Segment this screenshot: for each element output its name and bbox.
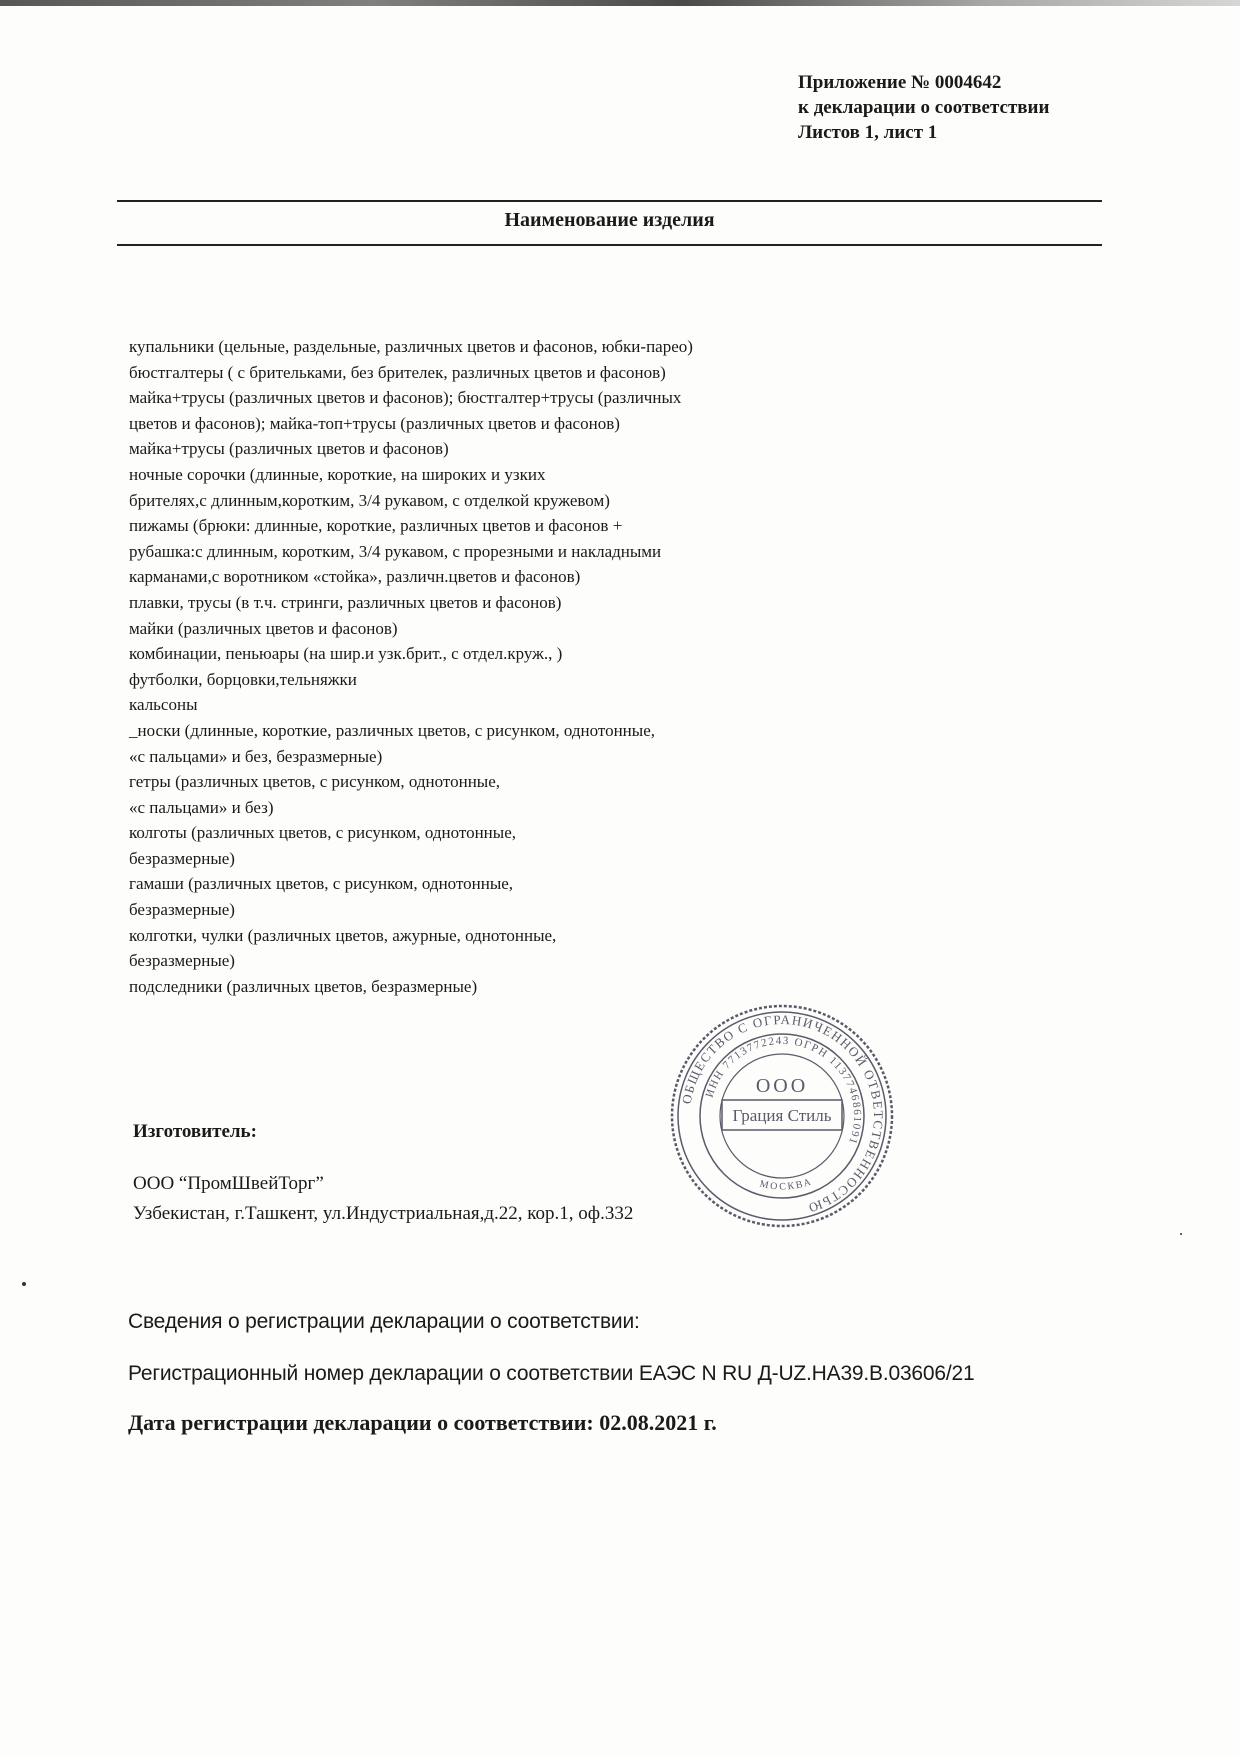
- list-item: гетры (различных цветов, с рисунком, однотонные,: [129, 772, 501, 792]
- manufacturer-label: Изготовитель:: [133, 1121, 257, 1142]
- company-seal: [668, 1002, 896, 1230]
- section-title: Наименование изделия: [504, 209, 715, 231]
- list-item: ночные сорочки (длинные, короткие, на широких и узких: [129, 464, 546, 484]
- seal-center-top: ООО: [755, 1075, 809, 1097]
- seal-center-name: Грация Стиль: [732, 1106, 832, 1125]
- list-item: плавки, трусы (в т.ч. стринги, различных цветов и фасонов): [129, 592, 562, 612]
- list-item: гамаши (различных цветов, с рисунком, однотонные,: [129, 874, 514, 894]
- registration-heading: Сведения о регистрации декларации о соответствии:: [128, 1310, 640, 1333]
- registration-date: Дата регистрации декларации о соответствии: 02.08.2021 г.: [128, 1410, 717, 1435]
- appendix-header: [798, 70, 1198, 145]
- list-item: _носки (длинные, короткие, различных цветов, с рисунком, однотонные,: [129, 720, 655, 740]
- bottom-rule: [117, 244, 1102, 246]
- list-item: «с пальцами» и без): [129, 797, 274, 817]
- appendix-number: Приложение № 0004642: [798, 72, 1002, 93]
- scan-speck: [22, 1282, 26, 1286]
- list-item: майка+трусы (различных цветов и фасонов); бюстгалтер+трусы (различных: [129, 388, 682, 408]
- list-item: рубашка:с длинным, коротким, 3/4 рукавом, с прорезными и накладными: [129, 541, 662, 561]
- scan-edge: [0, 0, 1240, 6]
- list-item: брителях,с длинным,коротким, 3/4 рукавом, с отделкой кружевом): [129, 490, 610, 510]
- list-item: безразмерные): [129, 848, 235, 868]
- list-item: комбинации, пеньюары (на шир.и узк.брит., с отдел.круж., ): [129, 644, 563, 664]
- sheet-count: Листов 1, лист 1: [798, 122, 938, 143]
- list-item: купальники (цельные, раздельные, различных цветов и фасонов, юбки-парео): [129, 337, 693, 356]
- list-item: майки (различных цветов и фасонов): [129, 618, 398, 638]
- manufacturer-name: ООО “ПромШвейТорг”: [133, 1173, 324, 1194]
- seal-city: МОСКВА: [758, 1176, 815, 1193]
- list-item: бюстгалтеры ( с брительками, без брителек, различных цветов и фасонов): [129, 362, 666, 382]
- seal-svg: [668, 1002, 896, 1230]
- list-item: «с пальцами» и без, безразмерные): [129, 746, 383, 766]
- seal-inner-text: ИНН 7713772243 ОГРН 1137746861091: [703, 1034, 864, 1147]
- list-item: футболки, борцовки,тельняжки: [129, 669, 357, 689]
- list-item: колготы (различных цветов, с рисунком, однотонные,: [129, 823, 516, 843]
- list-item: кальсоны: [129, 695, 198, 715]
- scan-speck: [1180, 1233, 1182, 1235]
- list-item: безразмерные): [129, 900, 235, 920]
- list-item: карманами,с воротником «стойка», различн.цветов и фасонов): [129, 567, 581, 587]
- seal-outer-text: ОБЩЕСТВО С ОГРАНИЧЕННОЙ ОТВЕТСТВЕННОСТЬЮ: [678, 1011, 887, 1217]
- list-item: майка+трусы (различных цветов и фасонов): [129, 439, 449, 459]
- list-item: подследники (различных цветов, безразмерные): [129, 976, 478, 996]
- appendix-reference: к декларации о соответствии: [798, 97, 1050, 118]
- manufacturer-address: Узбекистан, г.Ташкент, ул.Индустриальная,д.22, кор.1, оф.332: [133, 1203, 634, 1224]
- list-item: пижамы (брюки: длинные, короткие, различных цветов и фасонов +: [129, 516, 623, 536]
- product-list: [129, 334, 829, 999]
- top-rule: [117, 200, 1102, 202]
- registration-number: Регистрационный номер декларации о соответствии ЕАЭС N RU Д-UZ.HA39.B.03606/21: [128, 1362, 975, 1385]
- list-item: цветов и фасонов); майка-топ+трусы (различных цветов и фасонов): [129, 413, 620, 433]
- list-item: колготки, чулки (различных цветов, ажурные, однотонные,: [129, 925, 557, 945]
- list-item: безразмерные): [129, 951, 235, 971]
